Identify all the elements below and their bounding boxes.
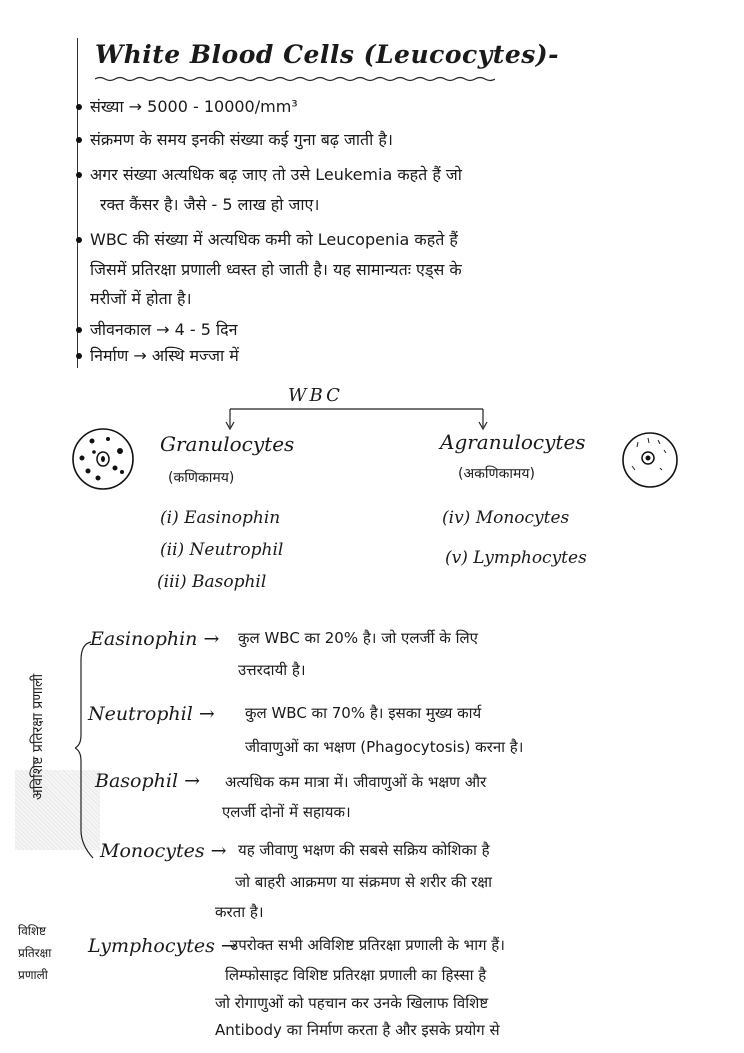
detail-text: लिम्फोसाइट विशिष्ट प्रतिरक्षा प्रणाली का हिस्सा है bbox=[225, 966, 487, 984]
detail-term-lymphocytes: Lymphocytes → bbox=[88, 935, 237, 957]
curly-brace bbox=[75, 640, 95, 860]
fact-leukemia-cont: रक्त कैंसर है। जैसे - 5 लाख हो जाए। bbox=[100, 195, 320, 214]
detail-text: यह जीवाणु भक्षण की सबसे सक्रिय कोशिका है bbox=[238, 841, 490, 859]
detail-text: उत्तरदायी है। bbox=[238, 661, 306, 679]
nonspecific-immunity-label: अविशिष्ट प्रतिरक्षा प्रणाली bbox=[30, 673, 46, 800]
margin-line bbox=[77, 38, 78, 368]
detail-text: जीवाणुओं का भक्षण (Phagocytosis) करना है। bbox=[245, 738, 524, 756]
fact-leucopenia-cont2: मरीजों में होता है। bbox=[90, 289, 192, 308]
fact-lifespan: जीवनकाल → 4 - 5 दिन bbox=[90, 320, 238, 339]
detail-text: अत्यधिक कम मात्रा में। जीवाणुओं के भक्षण और bbox=[225, 773, 487, 791]
wavy-underline bbox=[95, 76, 495, 82]
detail-text: कुल WBC का 20% है। जो एलर्जी के लिए bbox=[238, 629, 478, 647]
fact-infection: संक्रमण के समय इनकी संख्या कई गुना बढ़ जाती है। bbox=[90, 130, 393, 149]
granulocytes-hindi: (कणिकामय) bbox=[168, 470, 235, 486]
agranulocytes-heading: Agranulocytes bbox=[440, 430, 586, 454]
agranulocyte-item: (iv) Monocytes bbox=[442, 508, 570, 528]
fact-count: संख्या → 5000 - 10000/mm³ bbox=[90, 97, 298, 116]
detail-text: उपरोक्त सभी अविशिष्ट प्रतिरक्षा प्रणाली के भाग हैं। bbox=[230, 936, 505, 954]
agranulocytes-hindi: (अकणिकामय) bbox=[458, 466, 535, 482]
detail-term-neutrophil: Neutrophil → bbox=[88, 703, 215, 725]
agranulocyte-item: (v) Lymphocytes bbox=[445, 548, 587, 568]
granulocyte-cell-icon bbox=[70, 426, 136, 492]
specific-immunity-label: विशिष्ट प्रतिरक्षा प्रणाली bbox=[18, 924, 52, 982]
detail-text: जो रोगाणुओं को पहचान कर उनके खिलाफ विशिष्ट bbox=[215, 994, 489, 1012]
detail-text: जो बाहरी आक्रमण या संक्रमण से शरीर की रक्षा bbox=[235, 873, 492, 891]
granulocyte-item: (ii) Neutrophil bbox=[160, 540, 284, 560]
fact-leucopenia-cont: जिसमें प्रतिरक्षा प्रणाली ध्वस्त हो जाती है। यह सामान्यतः एड्स के bbox=[90, 260, 462, 279]
detail-text: कुल WBC का 70% है। इसका मुख्य कार्य bbox=[245, 704, 482, 722]
granulocyte-item: (iii) Basophil bbox=[157, 572, 267, 592]
granulocytes-heading: Granulocytes bbox=[160, 432, 295, 456]
detail-term-basophil: Basophil → bbox=[95, 770, 200, 792]
fact-leukemia: अगर संख्या अत्यधिक बढ़ जाए तो उसे Leukemia कहते हैं जो bbox=[90, 165, 462, 184]
page-title: White Blood Cells (Leucocytes)- bbox=[95, 40, 560, 69]
detail-text: करता है। bbox=[215, 903, 264, 921]
detail-text: एलर्जी दोनों में सहायक। bbox=[222, 803, 351, 821]
granulocyte-item: (i) Easinophin bbox=[160, 508, 281, 528]
detail-term-monocytes: Monocytes → bbox=[100, 840, 227, 862]
fact-origin: निर्माण → अस्थि मज्जा में bbox=[90, 346, 239, 365]
detail-term-eosinophil: Easinophin → bbox=[90, 628, 220, 650]
fact-leucopenia: WBC की संख्या में अत्यधिक कमी को Leucopenia कहते हैं bbox=[90, 230, 458, 249]
agranulocyte-cell-icon bbox=[620, 430, 680, 490]
wbc-root-label: WBC bbox=[288, 385, 343, 406]
detail-text: Antibody का निर्माण करता है और इसके प्रयोग से bbox=[215, 1021, 500, 1039]
